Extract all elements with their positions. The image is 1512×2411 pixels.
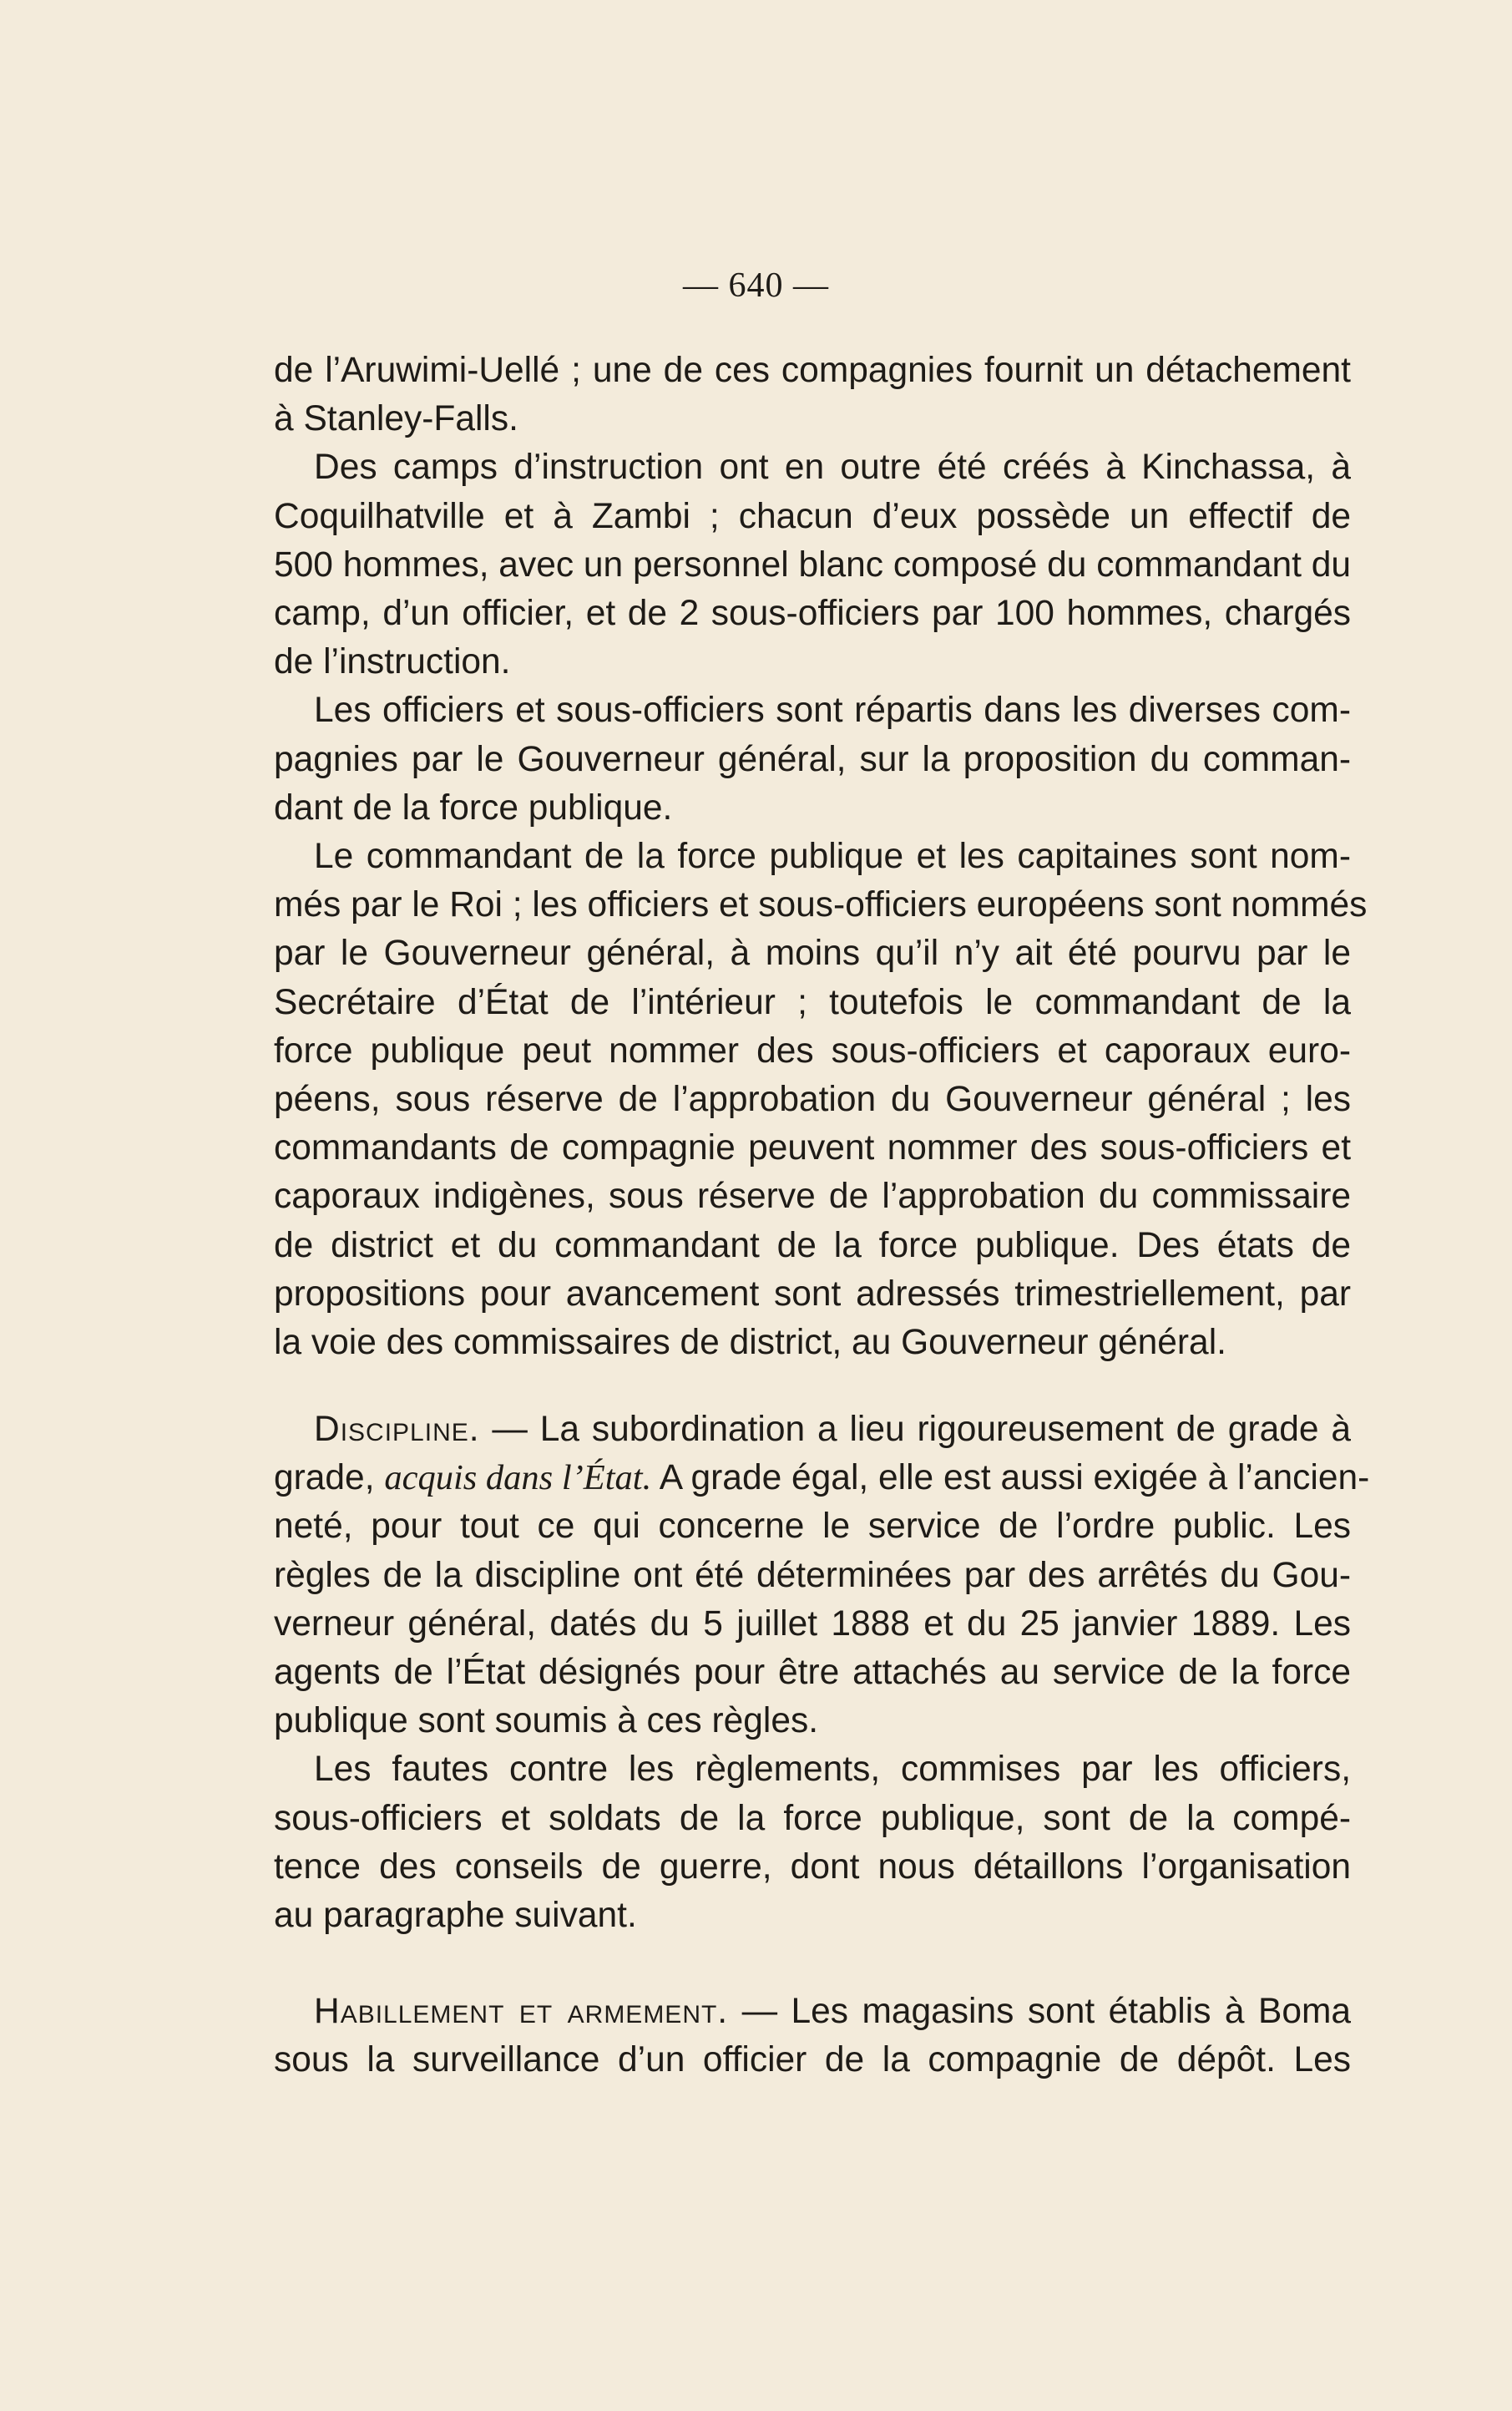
text-line	[274, 1454, 1370, 1502]
text-line: camp, d’un officier, et de 2 sous-officiers par 100 hommes, chargés	[274, 594, 1351, 634]
text-line: Les officiers et sous-officiers sont répartis dans les diverses com-	[314, 691, 1351, 731]
text-line: dant de la force publique.	[274, 788, 673, 828]
paragraph	[274, 347, 1351, 443]
paragraph	[274, 686, 1351, 833]
text-block-organisation	[274, 347, 1368, 1367]
text-line	[274, 1988, 1351, 2036]
text-line: la voie des commissaires de district, au Gouverneur général.	[274, 1323, 1226, 1363]
paragraph	[274, 1406, 1370, 1745]
text-run: grade,	[274, 1458, 385, 1498]
paragraph	[274, 443, 1351, 686]
text-line: au paragraphe suivant.	[274, 1896, 637, 1936]
paragraph	[274, 1745, 1351, 1940]
text-line: neté, pour tout ce qui concerne le service de l’ordre public. Les	[274, 1507, 1351, 1547]
text-line: par le Gouverneur général, à moins qu’il n’y ait été pourvu par le	[274, 934, 1351, 974]
section-heading-discipline: Discipline.	[314, 1410, 480, 1449]
italic-text: acquis dans l’État.	[384, 1458, 652, 1498]
paragraph	[274, 1988, 1351, 2084]
text-line: verneur général, datés du 5 juillet 1888 et du 25 janvier 1889. Les	[274, 1603, 1351, 1644]
text-line: pagnies par le Gouverneur général, sur la proposition du comman-	[274, 739, 1351, 779]
text-line: de district et du commandant de la force publique. Des états de	[274, 1225, 1351, 1265]
text-line: force publique peut nommer des sous-officiers et caporaux euro-	[274, 1031, 1351, 1071]
text-line: Des camps d’instruction ont en outre été créés à Kinchassa, à	[314, 448, 1351, 488]
text-block-habillement	[274, 1988, 1351, 2084]
text-line: caporaux indigènes, sous réserve de l’approbation du commissaire	[274, 1177, 1351, 1217]
text-line: commandants de compagnie peuvent nommer des sous-officiers et	[274, 1128, 1351, 1168]
paragraph	[274, 833, 1368, 1367]
text-run: A grade égal, elle est aussi exigée à l’ancien-	[651, 1458, 1370, 1498]
text-line: de l’instruction.	[274, 642, 511, 682]
text-line: propositions pour avancement sont adressés trimestriellement, par	[274, 1274, 1351, 1314]
text-line: Le commandant de la force publique et les capitaines sont nom-	[314, 837, 1351, 877]
text-run: — La subordination a lieu rigoureusement de grade à	[479, 1410, 1351, 1449]
text-block-discipline	[274, 1406, 1370, 1940]
text-line: publique sont soumis à ces règles.	[274, 1701, 819, 1741]
text-line: péens, sous réserve de l’approbation du Gouverneur général ; les	[274, 1080, 1351, 1120]
text-line: Secrétaire d’État de l’intérieur ; toutefois le commandant de la	[274, 982, 1351, 1022]
text-line: Les fautes contre les règlements, commises par les officiers,	[314, 1750, 1351, 1790]
text-run: — Les magasins sont établis à Boma	[728, 1992, 1351, 2031]
text-line: més par le Roi ; les officiers et sous-officiers européens sont nommés	[274, 885, 1368, 925]
text-line: tence des conseils de guerre, dont nous détaillons l’organisation	[274, 1846, 1351, 1887]
page-number: — 640 —	[683, 266, 829, 305]
text-line	[274, 1406, 1351, 1454]
text-line: sous-officiers et soldats de la force publique, sont de la compé-	[274, 1798, 1351, 1838]
text-line: de l’Aruwimi-Uellé ; une de ces compagnies fournit un détachement	[274, 351, 1351, 390]
text-line: à Stanley-Falls.	[274, 399, 518, 439]
text-line: sous la surveillance d’un officier de la compagnie de dépôt. Les	[274, 2040, 1351, 2080]
text-line: Coquilhatville et à Zambi ; chacun d’eux possède un effectif de	[274, 496, 1351, 536]
text-line: 500 hommes, avec un personnel blanc composé du commandant du	[274, 545, 1351, 585]
text-line: règles de la discipline ont été déterminées par des arrêtés du Gou-	[274, 1555, 1351, 1595]
text-line: agents de l’État désignés pour être attachés au service de la force	[274, 1653, 1351, 1693]
section-heading-habillement: Habillement et armement.	[314, 1992, 729, 2031]
